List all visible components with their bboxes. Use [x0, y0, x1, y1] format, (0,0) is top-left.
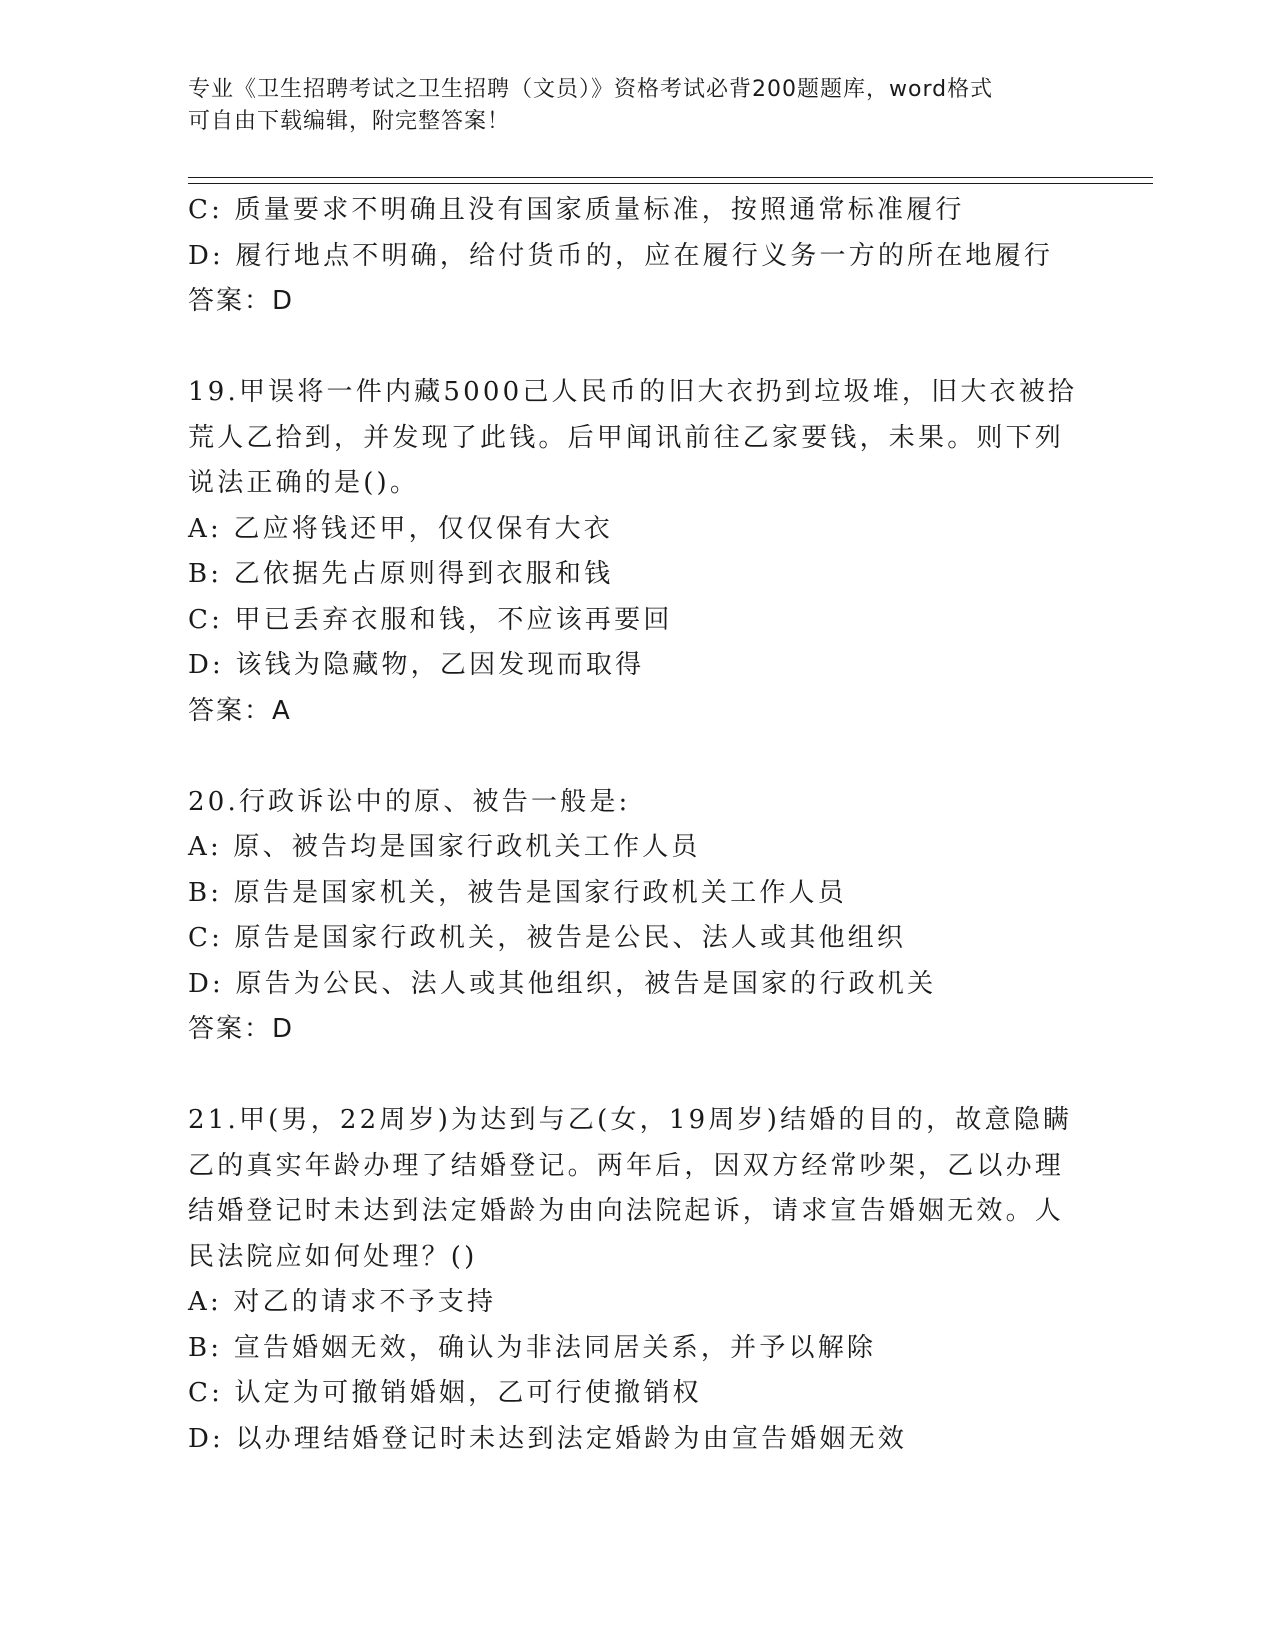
question-18-tail	[188, 188, 1088, 325]
question-content	[188, 188, 1088, 1462]
question-20	[188, 780, 1088, 1053]
spacer	[188, 325, 1088, 371]
spacer	[188, 1053, 1088, 1099]
option-d: D: 履行地点不明确，给付货币的，应在履行义务一方的所在地履行	[188, 240, 1054, 271]
question-stem-line: 结婚登记时未达到法定婚龄为由向法院起诉，请求宣告婚姻无效。人	[188, 1196, 1065, 1226]
option-a: A: 对乙的请求不予支持	[188, 1287, 497, 1317]
header-rule-top	[188, 177, 1153, 178]
option-a: A: 原、被告均是国家行政机关工作人员	[188, 832, 701, 862]
option-c: C: 认定为可撤销婚姻，乙可行使撤销权	[188, 1378, 702, 1408]
document-header	[188, 74, 1088, 138]
option-b: B: 乙依据先占原则得到衣服和钱	[188, 559, 614, 589]
question-stem-line: 乙的真实年龄办理了结婚登记。两年后，因双方经常吵架，乙以办理	[188, 1150, 1065, 1181]
option-d: D: 以办理结婚登记时未达到法定婚龄为由宣告婚姻无效	[188, 1423, 908, 1454]
option-d: D: 原告为公民、法人或其他组织，被告是国家的行政机关	[188, 968, 937, 999]
header-title-line-2: 可自由下载编辑，附完整答案！	[188, 109, 511, 134]
header-title-line-1: 专业《卫生招聘考试之卫生招聘（文员）》资格考试必背200题题库，word格式	[188, 77, 994, 102]
option-c: C: 质量要求不明确且没有国家质量标准，按照通常标准履行	[188, 195, 965, 225]
question-stem-line: 荒人乙拾到，并发现了此钱。后甲闻讯前往乙家要钱，未果。则下列	[188, 422, 1065, 453]
question-stem-line: 21.甲(男，22周岁)为达到与乙(女，19周岁)结婚的目的，故意隐瞒	[188, 1105, 1073, 1135]
question-stem-line: 19.甲误将一件内藏5000己人民币的旧大衣扔到垃圾堆，旧大衣被拾	[188, 377, 1078, 407]
question-21	[188, 1098, 1088, 1462]
option-b: B: 宣告婚姻无效，确认为非法同居关系，并予以解除	[188, 1332, 877, 1363]
question-19	[188, 370, 1088, 734]
option-d: D: 该钱为隐藏物，乙因发现而取得	[188, 650, 645, 680]
question-stem-line: 民法院应如何处理？()	[188, 1241, 478, 1272]
option-a: A: 乙应将钱还甲，仅仅保有大衣	[188, 513, 614, 544]
header-rule-bottom	[188, 183, 1153, 184]
answer-line: 答案：A	[188, 695, 292, 726]
answer-line: 答案：D	[188, 1014, 295, 1044]
spacer	[188, 734, 1088, 780]
option-b: B: 原告是国家机关，被告是国家行政机关工作人员	[188, 877, 847, 908]
answer-line: 答案：D	[188, 286, 295, 316]
option-c: C: 原告是国家行政机关，被告是公民、法人或其他组织	[188, 923, 907, 953]
option-c: C: 甲已丢弃衣服和钱，不应该再要回	[188, 604, 673, 635]
question-stem-line: 20.行政诉讼中的原、被告一般是:	[188, 786, 631, 817]
question-stem-line: 说法正确的是()。	[188, 468, 420, 498]
